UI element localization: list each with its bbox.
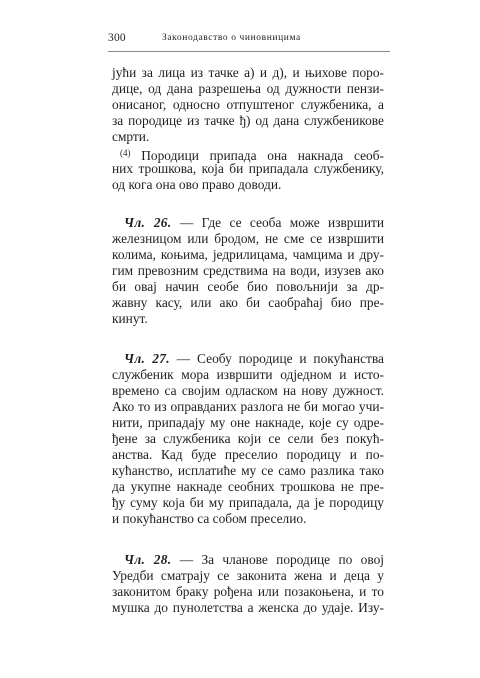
text-line: Ако то из оправданих разлога не би могао учи- — [112, 399, 384, 414]
text-line: дице, од дана разрешења од дужности пензи- — [112, 81, 384, 96]
header-rule — [108, 51, 390, 52]
page-header — [108, 32, 390, 50]
text-line: гим превозним средствима на води, изузев ако — [112, 263, 384, 278]
text-span: Породици припада она накнада сеоб- — [130, 148, 384, 163]
text-line: од кога она ово право доводи. — [112, 177, 282, 192]
text-line: законитом браку рођена или позакоњена, и то — [112, 584, 384, 599]
text-span: — Сеобу породице и покућанства — [169, 351, 384, 366]
text-line: смрти. — [112, 129, 150, 144]
text-line: и покућанство са собом преселио. — [112, 511, 307, 526]
text-line: жавну касу, или ако би саобраћај био пре- — [112, 295, 384, 310]
article-label: Чл. 28. — [124, 552, 172, 567]
text-line: за породице из тачке ђ) од дана службеникове — [112, 113, 384, 128]
article-heading-line — [124, 552, 384, 568]
text-line: да укупне накнаде сеобних трошкова не пре- — [112, 479, 384, 494]
page-number: 300 — [108, 32, 126, 44]
text-line: них трошкова, која би припадала службенику, — [112, 161, 384, 176]
text-span: — Где се сеоба може извршити — [171, 215, 384, 230]
article-heading-line — [124, 215, 384, 231]
article-label: Чл. 27. — [124, 351, 170, 366]
text-line: анства. Кад буде преселио породицу и по- — [112, 447, 384, 462]
text-line: ђене за службеника који се сели без покућ- — [112, 431, 384, 446]
text-line: ђу суму која би му припадала, да је породицу — [112, 495, 384, 510]
text-line: онисаног, односно отпуштеног службеника, а — [112, 97, 384, 112]
text-line: колима, коњима, једрилицама, чамцима и дру- — [112, 247, 384, 262]
article-label: Чл. 26. — [124, 215, 172, 230]
text-line: нити, припадају му оне накнаде, које су одре- — [112, 415, 384, 430]
text-span: — За чланове породице по овој — [171, 552, 384, 567]
article-heading-line — [124, 351, 384, 367]
text-line: Уредби сматрају се законита жена и деца у — [112, 568, 384, 583]
text-line: кинут. — [112, 311, 148, 326]
running-title: Законодавство о чиновницима — [162, 33, 301, 43]
text-line: мушка до пунолетства а женска до удаје. Изу- — [112, 600, 384, 615]
text-line: времено са својим одласком на нову дужност. — [112, 383, 384, 398]
text-line: службеник мора извршити одједном и исто- — [112, 367, 384, 382]
text-line: железницом или бродом, не сме се извршити — [112, 231, 384, 246]
subsection-marker: (4) — [120, 148, 131, 158]
text-line: би овај начин сеобе био повољнији за др- — [112, 279, 384, 294]
text-line: јући за лица из тачке а) и д), и њихове поро- — [112, 65, 384, 80]
text-line: кућанство, исплатиће му се само разлика тако — [112, 463, 384, 478]
